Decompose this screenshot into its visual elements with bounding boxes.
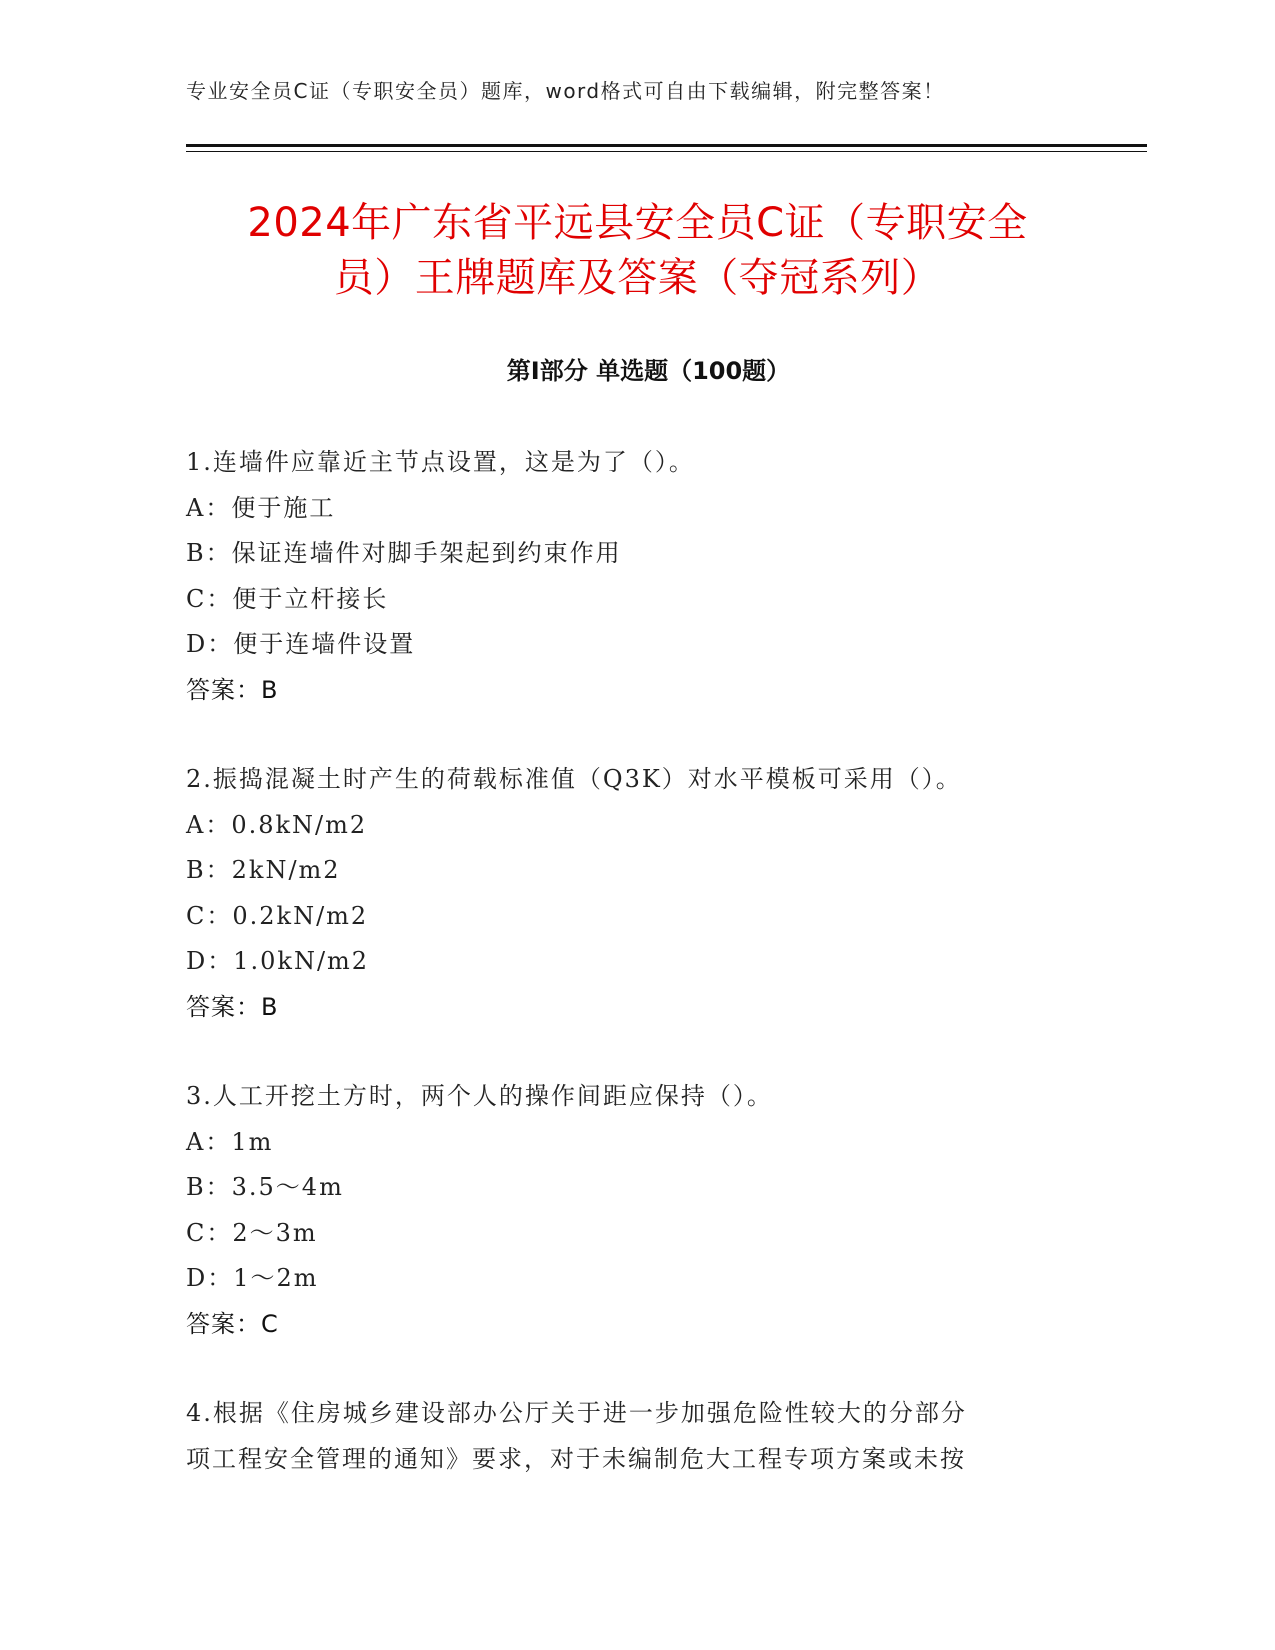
- option-a: A：便于施工: [186, 493, 336, 522]
- answer: 答案：B: [186, 992, 279, 1021]
- option-b: B：保证连墙件对脚手架起到约束作用: [186, 539, 622, 567]
- option-b: B：3.5～4m: [186, 1173, 344, 1201]
- option-c: C：0.2kN/m2: [186, 901, 369, 930]
- question-4: [186, 1391, 1086, 1482]
- question-stem: 1.连墙件应靠近主节点设置，这是为了（）。: [186, 448, 695, 476]
- answer: 答案：B: [186, 675, 279, 704]
- option-d: D：便于连墙件设置: [186, 630, 416, 658]
- option-c: C：便于立杆接长: [186, 584, 389, 613]
- question-stem-line1: 4.根据《住房城乡建设部办公厅关于进一步加强危险性较大的分部分: [186, 1399, 967, 1427]
- option-b: B：2kN/m2: [186, 856, 341, 884]
- question-3: [186, 1074, 1086, 1347]
- document-title-line1: 2024年广东省平远县安全员C证（专职安全: [247, 200, 1028, 246]
- option-d: D：1～2m: [186, 1264, 319, 1292]
- question-2: [186, 757, 1086, 1030]
- header-divider-thin: [186, 151, 1147, 152]
- section-title: 第Ⅰ部分 单选题（100题）: [506, 357, 791, 385]
- document-title: [150, 196, 1125, 306]
- question-stem: 3.人工开挖土方时，两个人的操作间距应保持（）。: [186, 1082, 773, 1110]
- question-1: [186, 440, 1086, 713]
- option-a: A：0.8kN/m2: [186, 810, 368, 839]
- option-c: C：2～3m: [186, 1218, 318, 1247]
- header-note: 专业安全员C证（专职安全员）题库，word格式可自由下载编辑，附完整答案！: [186, 79, 945, 103]
- answer: 答案：C: [186, 1309, 279, 1338]
- document-title-line2: 员）王牌题库及答案（夺冠系列）: [333, 255, 942, 301]
- option-d: D：1.0kN/m2: [186, 947, 370, 975]
- header-divider-thick: [186, 144, 1147, 147]
- question-stem-line2: 项工程安全管理的通知》要求，对于未编制危大工程专项方案或未按: [186, 1444, 966, 1473]
- option-a: A：1m: [186, 1127, 274, 1156]
- question-stem: 2.振捣混凝土时产生的荷载标准值（Q3K）对水平模板可采用（）。: [186, 765, 962, 793]
